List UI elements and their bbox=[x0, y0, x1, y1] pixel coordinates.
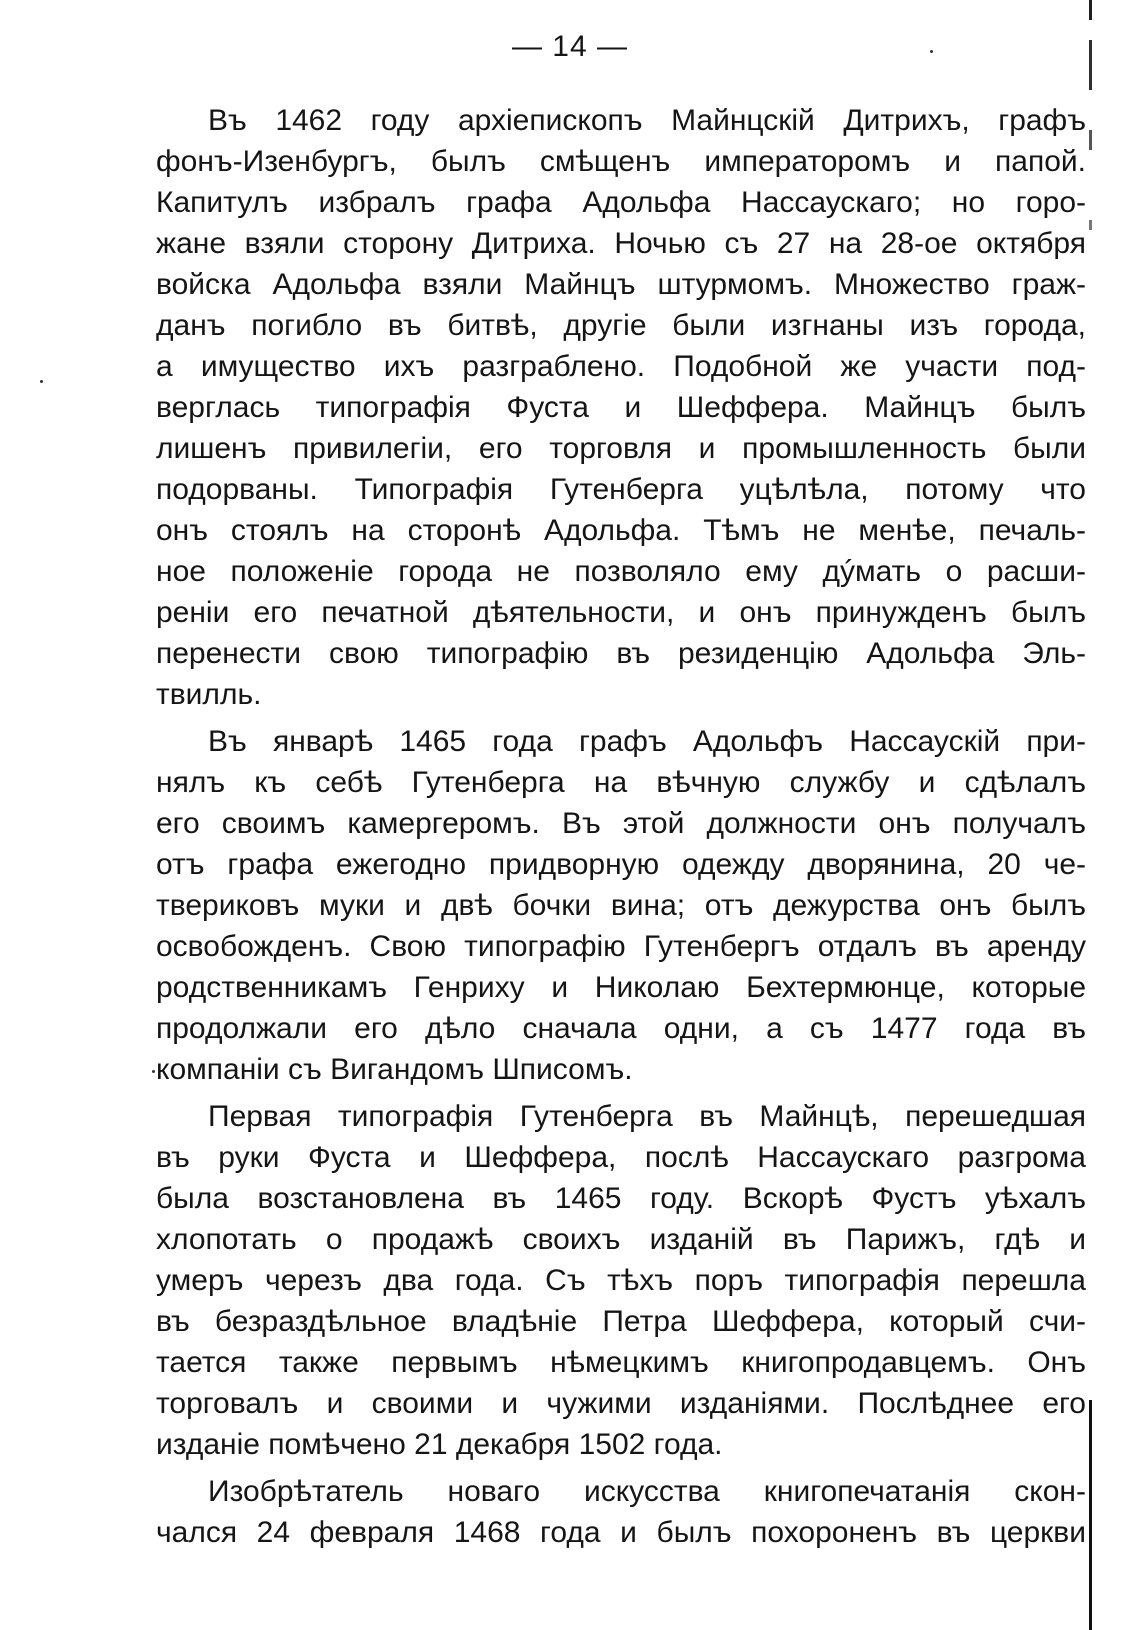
text-line: хлопотать о продажѣ своихъ изданій въ Парижъ, гдѣ и bbox=[156, 1223, 1086, 1256]
page-number: — 14 — bbox=[511, 30, 629, 63]
paragraph bbox=[156, 1471, 1086, 1553]
text-line: лишенъ привилегіи, его торговля и промышленность были bbox=[156, 432, 1086, 465]
text-line: продолжали его дѣло сначала одни, а съ 1477 года въ bbox=[156, 1012, 1086, 1045]
text-line: отъ графа ежегодно придворную одежду дворянина, 20 че- bbox=[156, 848, 1086, 881]
text-line: компаніи съ Вигандомъ Шписомъ. bbox=[156, 1053, 633, 1086]
scan-speck bbox=[40, 380, 43, 383]
scan-speck bbox=[152, 1070, 155, 1073]
text-line: его своимъ камергеромъ. Въ этой должности онъ получалъ bbox=[156, 807, 1086, 840]
text-line: чался 24 февраля 1468 года и былъ похороненъ въ церкви bbox=[156, 1516, 1086, 1549]
text-line: реніи его печатной дѣятельности, и онъ принужденъ былъ bbox=[156, 596, 1086, 629]
text-line: данъ погибло въ битвѣ, другіе были изгнаны изъ города, bbox=[156, 309, 1086, 342]
text-line: была возстановлена въ 1465 году. Вскорѣ Фустъ уѣхалъ bbox=[156, 1182, 1086, 1215]
page-edge-shadow bbox=[1089, 0, 1092, 1630]
text-line: перенести свою типографію въ резиденцію Адольфа Эль- bbox=[156, 637, 1086, 670]
text-line: твериковъ муки и двѣ бочки вина; отъ дежурства онъ былъ bbox=[156, 889, 1086, 922]
text-line: фонъ-Изенбургъ, былъ смѣщенъ императоромъ и папой. bbox=[156, 145, 1086, 178]
text-line: онъ стоялъ на сторонѣ Адольфа. Тѣмъ не менѣе, печаль- bbox=[156, 514, 1086, 547]
text-line: а имущество ихъ разграблено. Подобной же участи под- bbox=[156, 350, 1086, 383]
text-line: ное положеніе города не позволяло ему дýмать о расши- bbox=[156, 555, 1086, 588]
paragraph bbox=[156, 1096, 1086, 1465]
text-line: родственникамъ Генриху и Николаю Бехтермюнце, которые bbox=[156, 971, 1086, 1004]
text-line: Первая типографія Гутенберга въ Майнцѣ, перешедшая bbox=[208, 1100, 1086, 1133]
text-line: Въ январѣ 1465 года графъ Адольфъ Нассаускій при- bbox=[208, 725, 1086, 758]
text-line: верглась типографія Фуста и Шеффера. Майнцъ былъ bbox=[156, 391, 1086, 424]
text-line: въ безраздѣльное владѣніе Петра Шеффера, который счи- bbox=[156, 1305, 1086, 1338]
text-line: освобожденъ. Свою типографію Гутенбергъ отдалъ въ аренду bbox=[156, 930, 1086, 963]
text-line: нялъ къ себѣ Гутенберга на вѣчную службу и сдѣлалъ bbox=[156, 766, 1086, 799]
body-text bbox=[156, 100, 1086, 1559]
text-line: умеръ черезъ два года. Съ тѣхъ поръ типографія перешла bbox=[156, 1264, 1086, 1297]
text-line: войска Адольфа взяли Майнцъ штурмомъ. Множество граж- bbox=[156, 268, 1086, 301]
text-line: Въ 1462 году архіепископъ Майнцскій Дитрихъ, графъ bbox=[208, 104, 1086, 137]
text-line: Изобрѣтатель новаго искусства книгопечатанія скон- bbox=[208, 1475, 1086, 1508]
paragraph bbox=[156, 721, 1086, 1090]
text-line: изданіе помѣчено 21 декабря 1502 года. bbox=[156, 1428, 723, 1461]
text-line: твилль. bbox=[156, 678, 262, 711]
text-line: подорваны. Типографія Гутенберга уцѣлѣла, потому что bbox=[156, 473, 1086, 506]
text-line: жане взяли сторону Дитриха. Ночью съ 27 на 28-ое октября bbox=[156, 227, 1086, 260]
paragraph bbox=[156, 100, 1086, 715]
text-line: Капитулъ избралъ графа Адольфа Нассаускаго; но горо- bbox=[156, 186, 1086, 219]
text-line: торговалъ и своими и чужими изданіями. Послѣднее его bbox=[156, 1387, 1086, 1420]
text-line: тается также первымъ нѣмецкимъ книгопродавцемъ. Онъ bbox=[156, 1346, 1086, 1379]
text-line: въ руки Фуста и Шеффера, послѣ Нассаускаго разгрома bbox=[156, 1141, 1086, 1174]
